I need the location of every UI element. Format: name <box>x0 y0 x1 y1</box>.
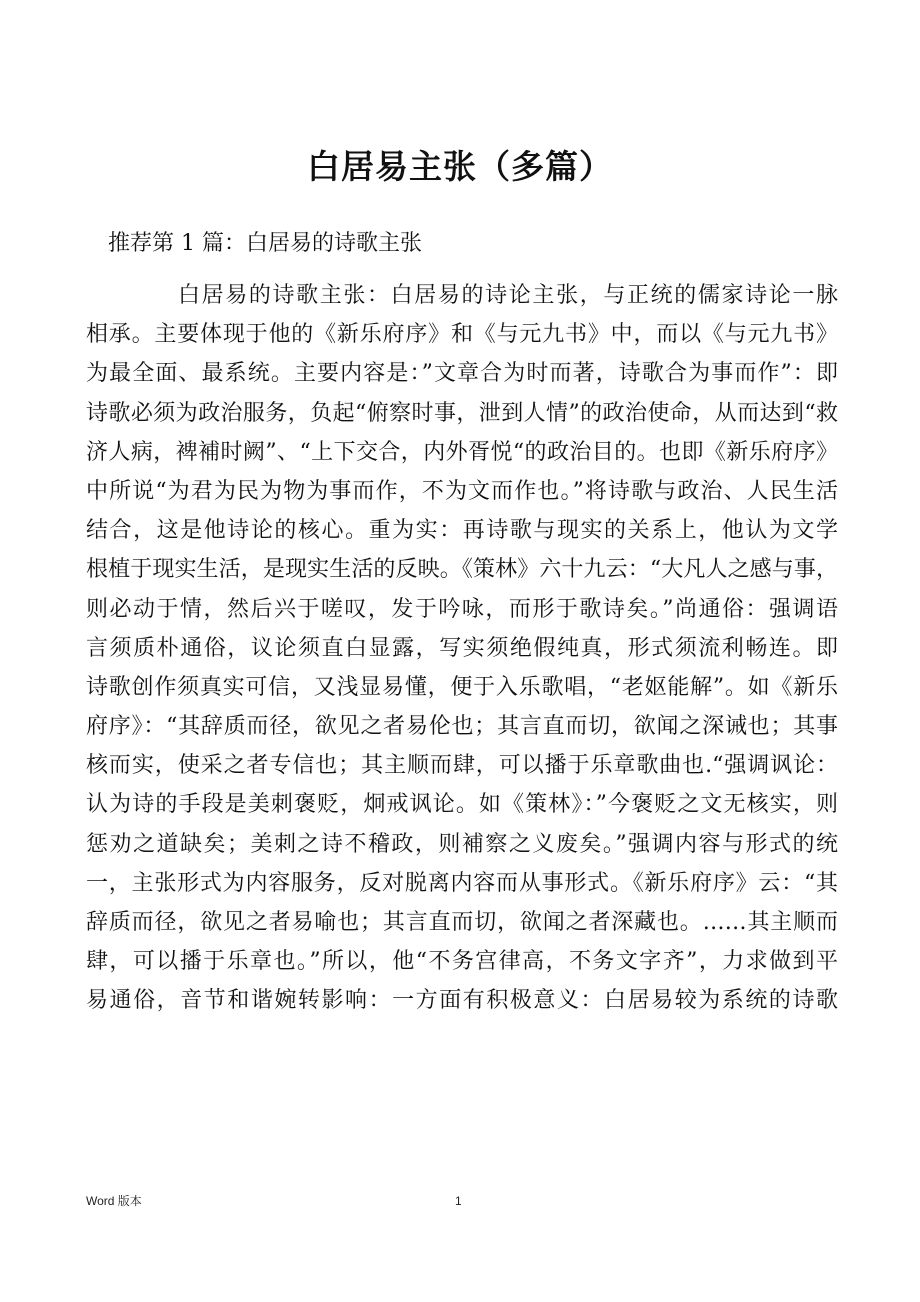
body-line: 诗歌必须为政治服务，负起“俯察时事，泄到人情”的政治使命，从而达到“救 <box>86 400 838 426</box>
body-line: 认为诗的手段是美刺褒贬，炯戒讽论。如《策林》：”今褒贬之文无核实，则 <box>86 792 838 818</box>
body-line: 相承。主要体现于他的《新乐府序》和《与元九书》中，而以《与元九书》 <box>86 322 838 348</box>
body-line: 肆，可以播于乐章也。”所以，他“不务宫律高，不务文字齐”，力求做到平 <box>86 949 838 975</box>
body-line: 一，主张形式为内容服务，反对脱离内容而从事形式。《新乐府序》云：“其 <box>86 870 838 896</box>
document-title: 白居易主张（多篇） <box>307 147 613 186</box>
body-line: 济人病，裨補时阙”、“上下交合，内外胥悦“的政治目的。也即《新乐府序》 <box>86 439 838 465</box>
body-line: 府序》：“其辞质而径，欲见之者易伦也；其言直而切，欲闻之深诫也；其事 <box>86 714 838 740</box>
body-line: 白居易的诗歌主张：白居易的诗论主张，与正统的儒家诗论一脉 <box>178 283 838 308</box>
article-subheading: 推荐第 1 篇：白居易的诗歌主张 <box>108 231 422 256</box>
body-line: 惩劝之道缺矣；美刺之诗不稽政，则補察之义废矣。”强调内容与形式的统 <box>86 831 838 857</box>
body-line: 易通俗，音节和谐婉转影响：一方面有积极意义：白居易较为系统的诗歌 <box>86 988 838 1014</box>
page-number: 1 <box>455 1194 462 1208</box>
document-body <box>86 276 838 1021</box>
body-line: 诗歌创作须真实可信，又浅显易懂，便于入乐歌唱，“老妪能解”。如《新乐 <box>86 674 838 700</box>
body-line: 中所说“为君为民为物为事而作，不为文而作也。”将诗歌与政治、人民生活 <box>86 478 838 504</box>
body-line: 核而实，使采之者专信也；其主顺而肆，可以播于乐章歌曲也.“强调讽论： <box>86 753 838 779</box>
body-line: 结合，这是他诗论的核心。重为实：再诗歌与现实的关系上，他认为文学 <box>86 518 838 544</box>
footer-label: Word 版本 <box>86 1194 142 1208</box>
body-line: 则必动于情，然后兴于嗟叹，发于吟咏，而形于歌诗矣。”尚通俗：强调语 <box>86 596 838 622</box>
body-line: 为最全面、最系统。主要内容是：”文章合为时而著，诗歌合为事而作”：即 <box>86 361 838 387</box>
body-line: 辞质而径，欲见之者易喻也；其言直而切，欲闻之者深藏也。……其主顺而 <box>86 910 838 935</box>
body-line: 言须质朴通俗，议论须直白显露，写实须绝假纯真，形式须流利畅连。即 <box>86 635 838 661</box>
body-line: 根植于现实生活，是现实生活的反映。《策林》六十九云：“大凡人之感与事， <box>86 557 838 583</box>
